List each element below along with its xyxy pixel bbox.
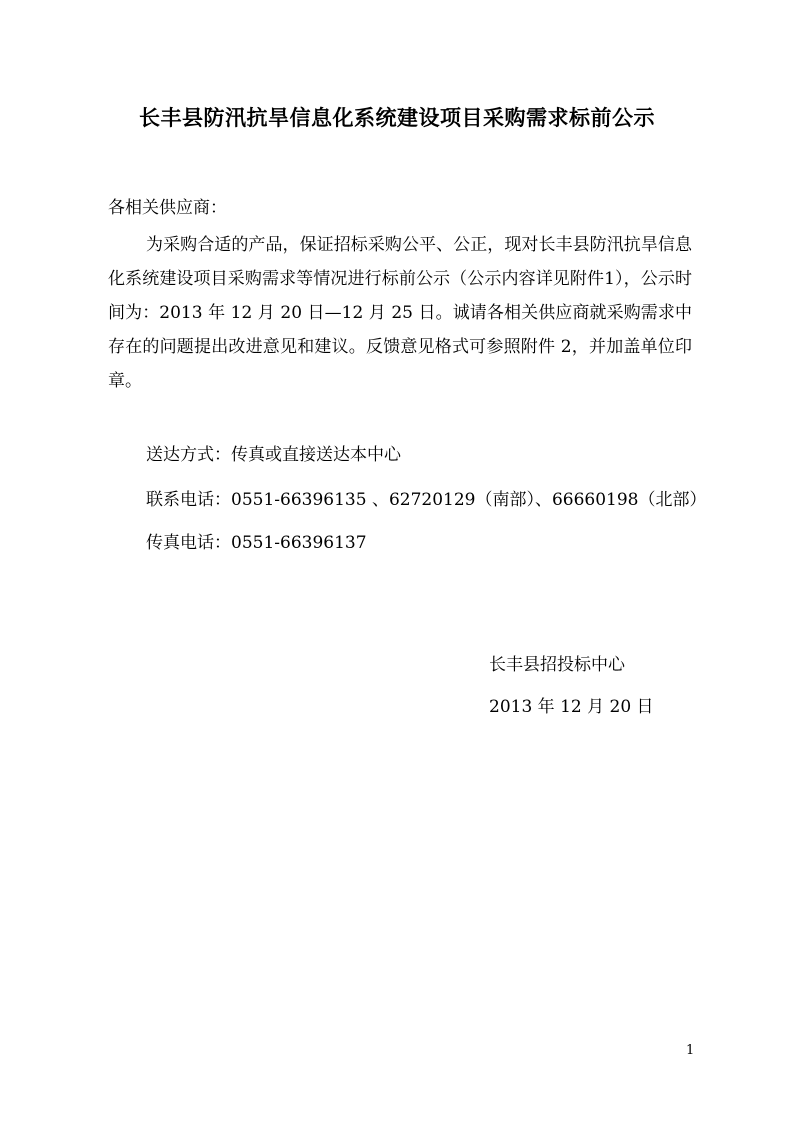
fax-phone: 传真电话：0551-66396137 <box>146 533 367 553</box>
contact-phone: 联系电话：0551-66396135 、62720129（南部）、66660198（北部） <box>146 490 707 510</box>
document-title: 长丰县防汛抗旱信息化系统建设项目采购需求标前公示 <box>139 105 655 130</box>
body-paragraph: 为采购合适的产品，保证招标采购公平、公正，现对长丰县防汛抗旱信息化系统建设项目采购需求等情况进行标前公示（公示内容详见附件1），公示时间为：2013 年 12 月 20 日—12 月 25 日。诚请各相关供应商就采购需求中存在的问题提出改进意见和建议。反馈意见格式可参照附件 2，并加盖单位印章。 <box>108 235 692 391</box>
page-number: 1 <box>686 1043 695 1058</box>
delivery-method: 送达方式：传真或直接送达本中心 <box>146 445 401 465</box>
signature-date: 2013 年 12 月 20 日 <box>489 697 654 717</box>
salutation: 各相关供应商： <box>108 198 227 218</box>
signature-organization: 长丰县招投标中心 <box>489 655 625 675</box>
